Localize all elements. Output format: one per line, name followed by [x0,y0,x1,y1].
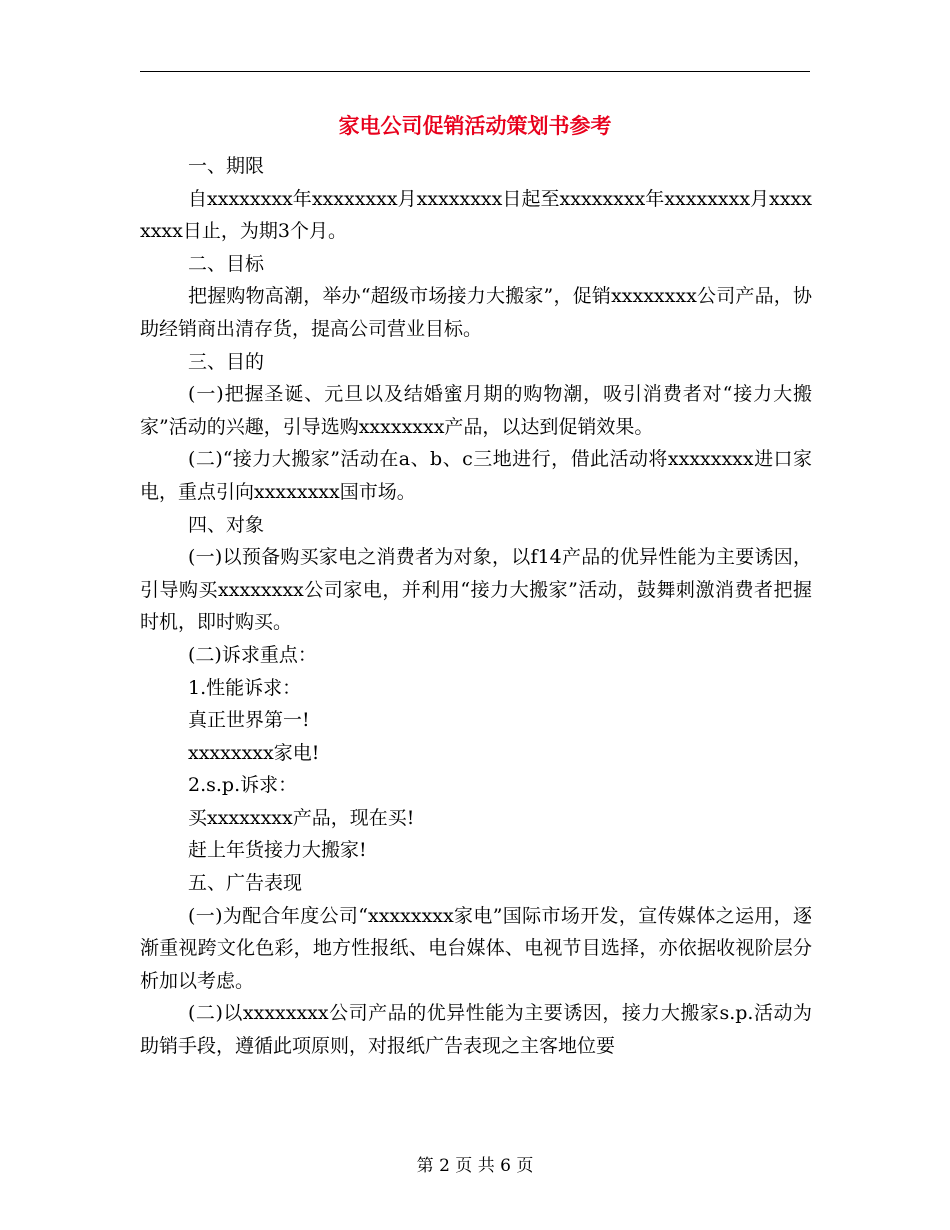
list-item-sp: 2.s.p.诉求： [188,774,298,797]
paragraph-purpose-2: (二)“接力大搬家”活动在a、b、c三地进行，借此活动将xxxxxxxx进口家电，重点引向xxxxxxxx国市场。 [140,448,812,503]
paragraph-advertising-2: (二)以xxxxxxxx公司产品的优异性能为主要诱因，接力大搬家s.p.活动为助销手段，遵循此项原则，对报纸广告表现之主客地位要 [140,1002,812,1058]
paragraph-term: 自xxxxxxxx年xxxxxxxx月xxxxxxxx日起至xxxxxxxx年xxxxxxxx月xxxxxxxx日止，为期3个月。 [140,187,812,243]
section-heading-advertising: 五、广告表现 [188,872,303,895]
paragraph-goal: 把握购物高潮，举办“超级市场接力大搬家”，促销xxxxxxxx公司产品，协助经销商出清存货，提高公司营业目标。 [140,285,812,340]
slogan-line: 赶上年货接力大搬家! [188,839,367,862]
slogan-line: 真正世界第一! [188,709,310,732]
section-heading-audience: 四、对象 [188,513,265,536]
section-heading-purpose: 三、目的 [188,350,265,373]
paragraph-appeal-heading: (二)诉求重点： [188,643,317,666]
paragraph-purpose-1: (一)把握圣诞、元旦以及结婚蜜月期的购物潮，吸引消费者对“接力大搬家”活动的兴趣，引导选购xxxxxxxx产品，以达到促销效果。 [140,383,812,438]
page-number-label: 第 2 页 共 6 页 [416,1156,534,1176]
section-heading-goal: 二、目标 [188,252,265,275]
slogan-line: xxxxxxxx家电! [188,741,320,764]
paragraph-advertising-1: (一)为配合年度公司“xxxxxxxx家电”国际市场开发，宣传媒体之运用，逐渐重视跨文化色彩，地方性报纸、电台媒体、电视节目选择，亦依据收视阶层分析加以考虑。 [140,904,812,992]
document-body [140,150,812,1063]
page-footer [0,1154,950,1178]
slogan-line: 买xxxxxxxx产品，现在买! [188,806,415,829]
section-heading-term: 一、期限 [188,155,265,177]
header-rule [140,71,810,72]
document-title: 家电公司促销活动策划书参考 [338,113,612,138]
list-item-performance: 1.性能诉求： [188,676,302,699]
paragraph-audience-1: (一)以预备购买家电之消费者为对象，以f14产品的优异性能为主要诱因，引导购买xxxxxxxx公司家电，并利用“接力大搬家”活动，鼓舞刺激消费者把握时机，即时购买。 [140,546,812,634]
